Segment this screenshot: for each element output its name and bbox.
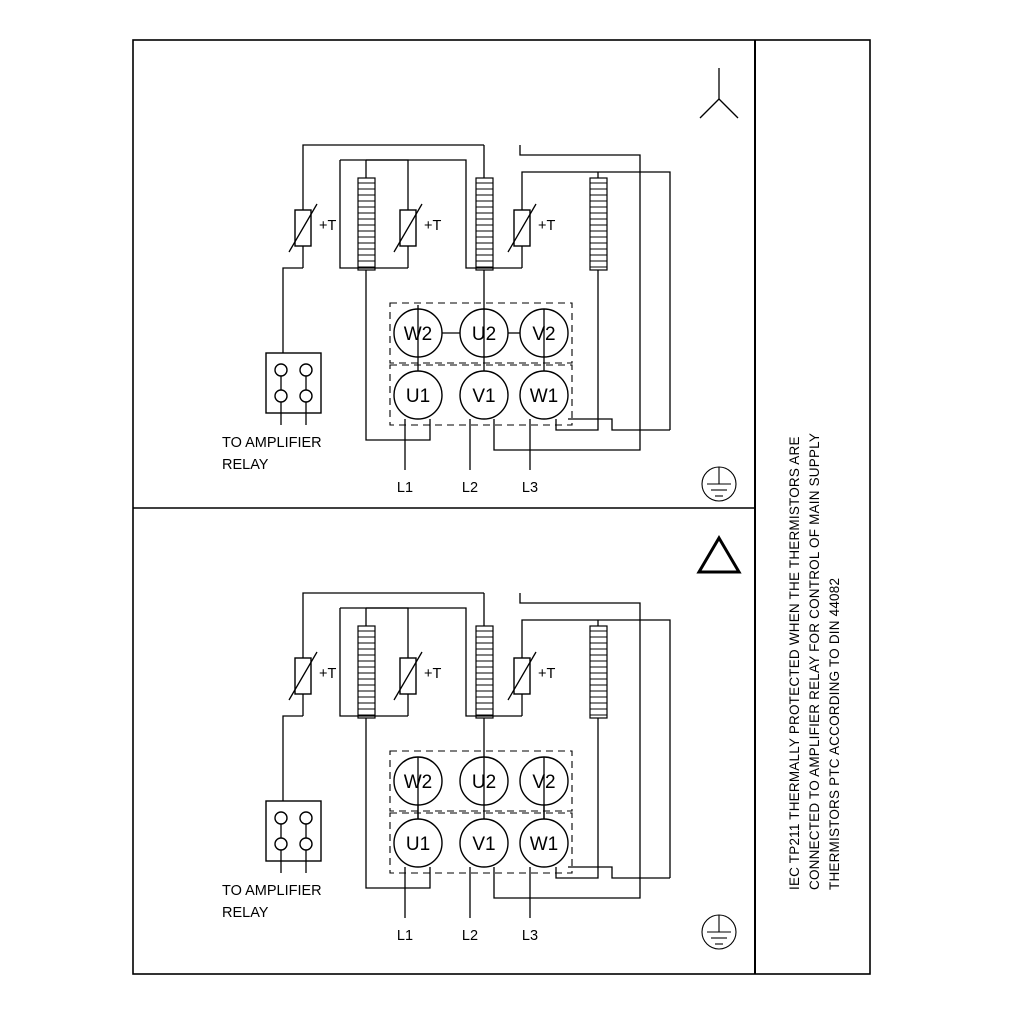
- terminal-label-U1: U1: [405, 834, 431, 855]
- thermistor-label-3: +T: [538, 218, 556, 234]
- terminal-label-U1: U1: [405, 386, 431, 407]
- amplifier-terminal-box: [266, 353, 321, 425]
- terminal-label-W2: W2: [403, 324, 433, 345]
- terminal-label-V2: V2: [532, 772, 556, 793]
- thermistor-2: [394, 638, 422, 716]
- amplifier-label-line1: TO AMPLIFIER: [222, 883, 322, 899]
- supply-label-L3: L3: [521, 928, 539, 944]
- terminal-label-W1: W1: [529, 834, 559, 855]
- terminal-label-V1: V1: [472, 386, 496, 407]
- winding-coil-3: [590, 620, 607, 753]
- delta-icon: [699, 538, 739, 572]
- terminal-label-V1: V1: [472, 834, 496, 855]
- note-line-2: CONNECTED TO AMPLIFIER RELAY FOR CONTROL OF MAIN SUPPLY: [807, 432, 822, 890]
- earth-ground-icon: [702, 467, 736, 501]
- terminal-label-U2: U2: [471, 324, 497, 345]
- terminal-label-W1: W1: [529, 386, 559, 407]
- earth-ground-icon: [702, 915, 736, 949]
- thermistor-2: [394, 190, 422, 268]
- thermistor-label-1: +T: [319, 218, 337, 234]
- supply-label-L1: L1: [396, 480, 414, 496]
- winding-coil-3: [590, 172, 607, 305]
- supply-label-L2: L2: [461, 928, 479, 944]
- note-line-3: THERMISTORS PTC ACCORDING TO DIN 44082: [827, 577, 842, 890]
- panel-star: [266, 68, 738, 501]
- thermistor-1: [289, 638, 317, 716]
- wye-icon: [700, 68, 738, 118]
- thermistor-label-3: +T: [538, 666, 556, 682]
- thermistor-3: [508, 190, 536, 268]
- thermistor-label-1: +T: [319, 666, 337, 682]
- supply-label-L1: L1: [396, 928, 414, 944]
- supply-label-L2: L2: [461, 480, 479, 496]
- amplifier-label-line2: RELAY: [222, 905, 269, 921]
- amplifier-label-line2: RELAY: [222, 457, 269, 473]
- supply-label-L3: L3: [521, 480, 539, 496]
- winding-coil-1: [358, 160, 375, 305]
- amplifier-terminal-box: [266, 801, 321, 873]
- winding-coil-2: [476, 593, 493, 753]
- thermistor-label-2: +T: [424, 218, 442, 234]
- thermistor-1: [289, 190, 317, 268]
- panel-delta: [266, 538, 739, 949]
- note-line-1: IEC TP211 THERMALLY PROTECTED WHEN THE THERMISTORS ARE: [787, 436, 802, 890]
- terminal-label-U2: U2: [471, 772, 497, 793]
- winding-coil-1: [358, 608, 375, 753]
- thermistor-label-2: +T: [424, 666, 442, 682]
- winding-coil-2: [476, 145, 493, 305]
- thermistor-3: [508, 638, 536, 716]
- terminal-label-W2: W2: [403, 772, 433, 793]
- terminal-label-V2: V2: [532, 324, 556, 345]
- amplifier-label-line1: TO AMPLIFIER: [222, 435, 322, 451]
